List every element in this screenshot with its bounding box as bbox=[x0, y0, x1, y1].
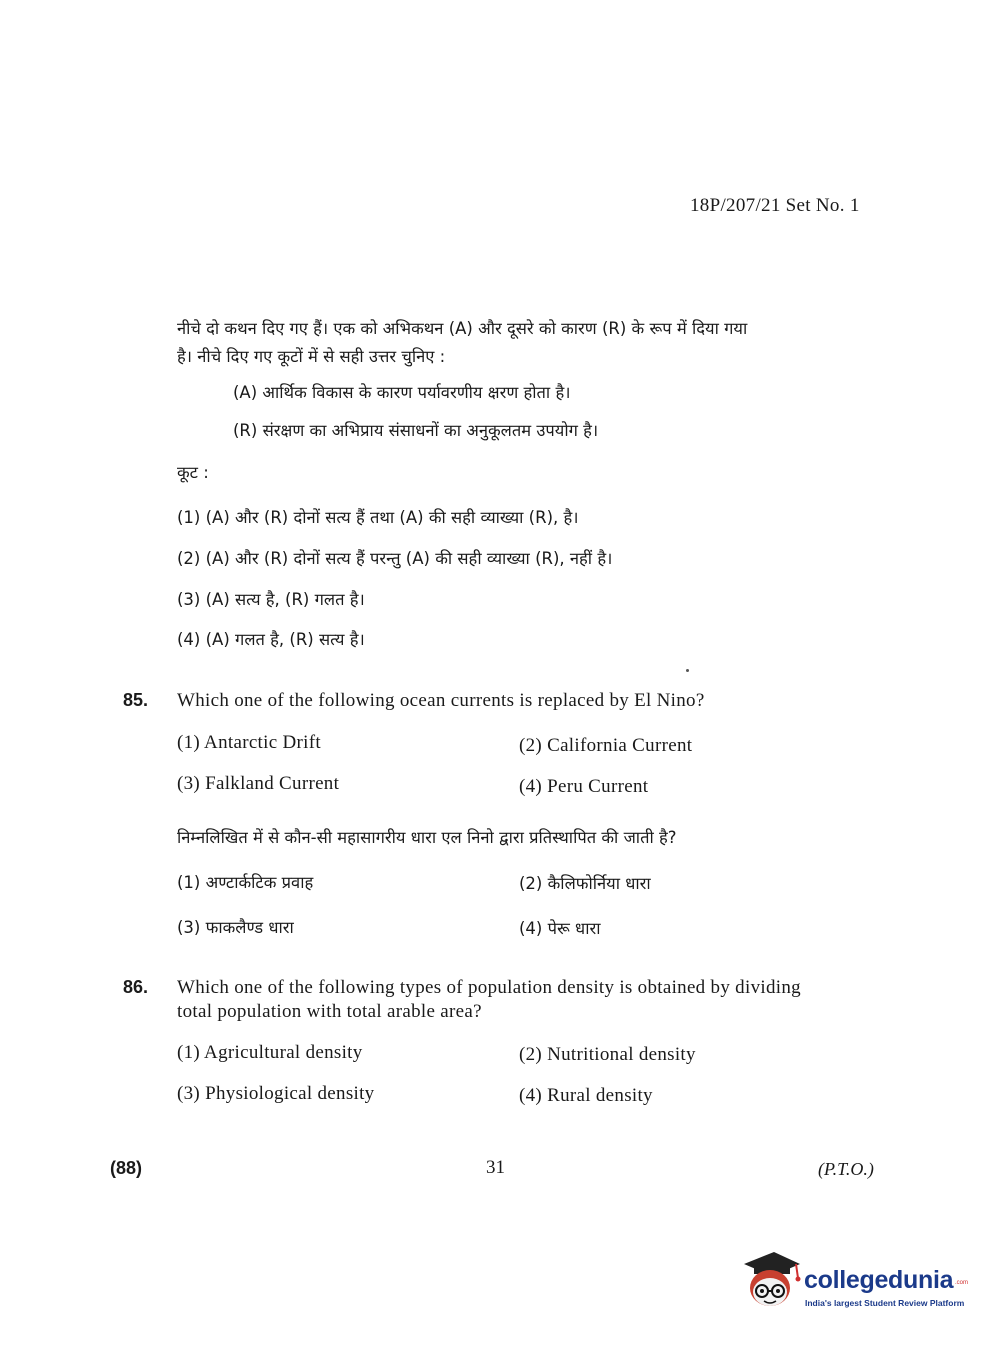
q85-question-en: Which one of the following ocean currents is replaced by El Nino? bbox=[177, 690, 705, 711]
q85-option-hi-3: (3) फाकलैण्ड धारा bbox=[177, 918, 294, 937]
q84-option-2: (2) (A) और (R) दोनों सत्य हैं परन्तु (A) की सही व्याख्या (R), नहीं है। bbox=[177, 549, 613, 568]
q85-question-hi: निम्नलिखित में से कौन-सी महासागरीय धारा एल निनो द्वारा प्रतिस्थापित की जाती है? bbox=[177, 828, 677, 847]
q84-option-1: (1) (A) और (R) दोनों सत्य हैं तथा (A) की सही व्याख्या (R), है। bbox=[177, 508, 579, 527]
q84-intro-line1: नीचे दो कथन दिए गए हैं। एक को अभिकथन (A) और दूसरे को कारण (R) के रूप में दिया गया bbox=[177, 319, 748, 338]
q85-option-en-3: (3) Falkland Current bbox=[177, 773, 340, 794]
mascot-icon bbox=[740, 1248, 802, 1310]
q85-number: 85. bbox=[123, 690, 149, 710]
q86-option-4: (4) Rural density bbox=[519, 1085, 653, 1106]
q85-option-hi-2: (2) कैलिफोर्निया धारा bbox=[519, 874, 651, 893]
q85-option-en-2: (2) California Current bbox=[519, 735, 693, 756]
set-number: 18P/207/21 Set No. 1 bbox=[690, 195, 860, 216]
scan-speck bbox=[686, 669, 689, 672]
q86-question-line2: total population with total arable area? bbox=[177, 1001, 482, 1022]
q85-option-hi-1: (1) अण्टार्कटिक प्रवाह bbox=[177, 873, 314, 892]
q84-intro-line2: है। नीचे दिए गए कूटों में से सही उत्तर चुनिए : bbox=[177, 347, 446, 366]
q84-assertion: (A) आर्थिक विकास के कारण पर्यावरणीय क्षरण होता है। bbox=[233, 383, 571, 402]
q85-option-en-1: (1) Antarctic Drift bbox=[177, 732, 321, 753]
logo-tagline: India's largest Student Review Platform bbox=[805, 1298, 965, 1308]
q84-option-3: (3) (A) सत्य है, (R) गलत है। bbox=[177, 590, 365, 609]
booklet-code: (88) bbox=[110, 1158, 143, 1178]
logo-domain: .com bbox=[955, 1280, 969, 1286]
q84-code-label: कूट : bbox=[177, 463, 209, 482]
q86-option-3: (3) Physiological density bbox=[177, 1083, 375, 1104]
q86-option-2: (2) Nutritional density bbox=[519, 1044, 696, 1065]
q85-option-en-4: (4) Peru Current bbox=[519, 776, 649, 797]
q86-question-line1: Which one of the following types of population density is obtained by dividing bbox=[177, 977, 801, 998]
q84-option-4: (4) (A) गलत है, (R) सत्य है। bbox=[177, 630, 365, 649]
q86-option-1: (1) Agricultural density bbox=[177, 1042, 363, 1063]
logo-wordmark: collegedunia bbox=[804, 1266, 954, 1294]
page-number: 31 bbox=[486, 1157, 505, 1178]
pto-label: (P.T.O.) bbox=[818, 1159, 874, 1179]
q86-number: 86. bbox=[123, 977, 149, 997]
q85-option-hi-4: (4) पेरू धारा bbox=[519, 919, 601, 938]
q84-reason: (R) संरक्षण का अभिप्राय संसाधनों का अनुकूलतम उपयोग है। bbox=[233, 421, 599, 440]
